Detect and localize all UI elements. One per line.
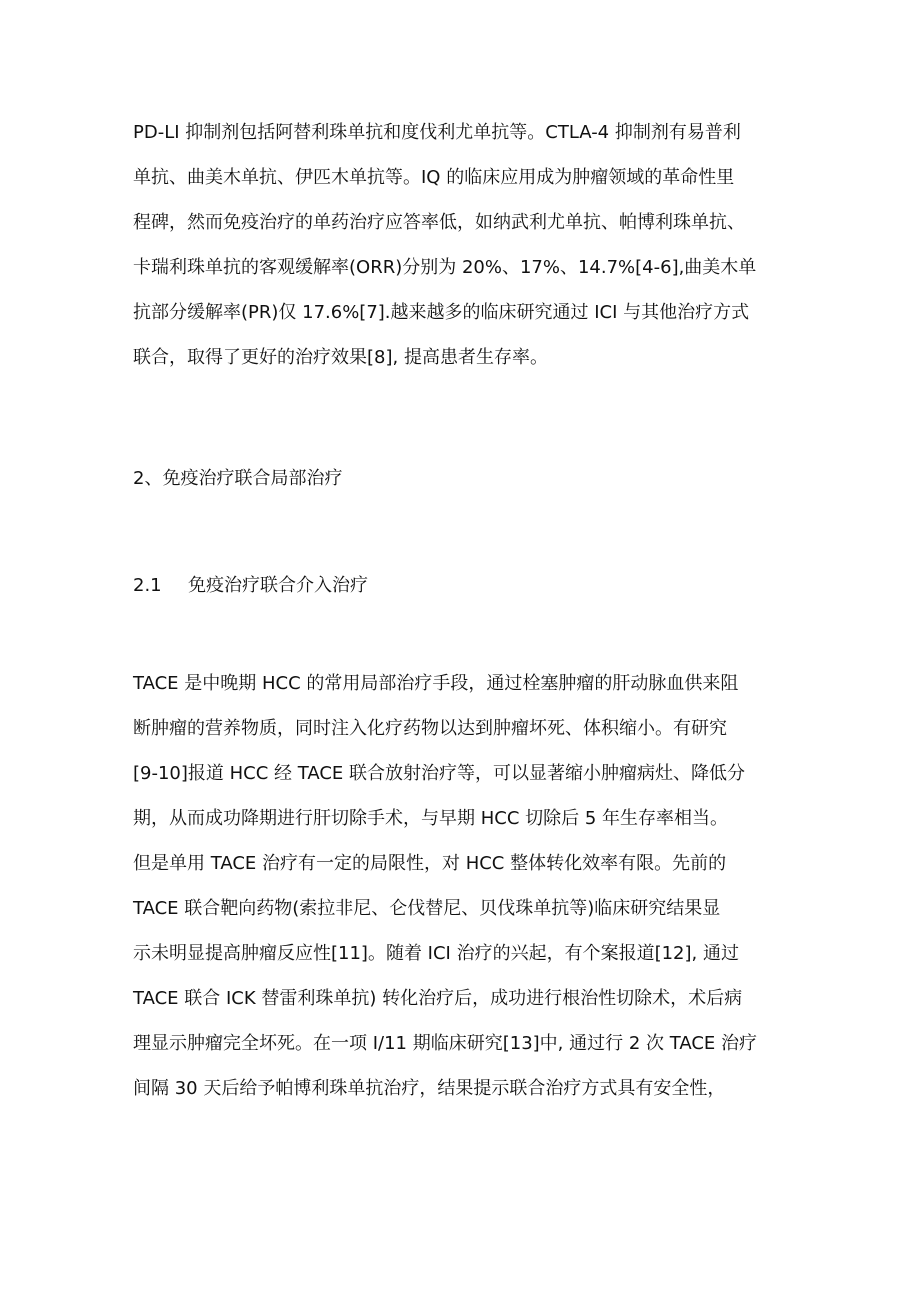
paragraph2-line-2: 断肿瘤的营养物质，同时注入化疗药物以达到肿瘤坏死、体积缩小。有研究 <box>133 718 727 739</box>
paragraph2-line-9: 理显示肿瘤完全坏死。在一项 I/11 期临床研究[13]中, 通过行 2 次 TACE 治疗 <box>133 1033 757 1054</box>
paragraph1-line-4: 卡瑞利珠单抗的客观缓解率(ORR)分别为 20%、17%、14.7%[4-6],曲美木单 <box>133 257 757 278</box>
section-2-1-number: 2.1 <box>133 575 162 596</box>
paragraph2-line-8: TACE 联合 ICK 替雷利珠单抗) 转化治疗后，成功进行根治性切除术，术后病 <box>133 988 743 1009</box>
paragraph2-line-6: TACE 联合靶向药物(索拉非尼、仑伐替尼、贝伐珠单抗等)临床研究结果显 <box>133 898 721 919</box>
paragraph2-line-7: 示未明显提高肿瘤反应性[11]。随着 ICI 治疗的兴起，有个案报道[12], 通过 <box>133 943 739 964</box>
paragraph1-line-3: 程碑，然而免疫治疗的单药治疗应答率低，如纳武利尤单抗、帕博利珠单抗、 <box>133 212 745 233</box>
paragraph2-line-4: 期，从而成功降期进行肝切除手术，与早期 HCC 切除后 5 年生存率相当。 <box>133 808 729 829</box>
paragraph2-line-1: TACE 是中晚期 HCC 的常用局部治疗手段，通过栓塞肿瘤的肝动脉血供来阻 <box>133 673 739 694</box>
paragraph1-line-2: 单抗、曲美木单抗、伊匹木单抗等。IQ 的临床应用成为肿瘤领域的革命性里 <box>133 167 735 188</box>
paragraph1-line-1: PD-LI 抑制剂包括阿替利珠单抗和度伐利尤单抗等。CTLA-4 抑制剂有易普利 <box>133 122 741 143</box>
paragraph1-line-6: 联合，取得了更好的治疗效果[8], 提高患者生存率。 <box>133 347 548 368</box>
paragraph2-line-3: [9-10]报道 HCC 经 TACE 联合放射治疗等，可以显著缩小肿瘤病灶、降低分 <box>133 763 745 784</box>
paragraph2-line-10: 间隔 30 天后给予帕博利珠单抗治疗，结果提示联合治疗方式具有安全性， <box>133 1078 726 1099</box>
paragraph2-line-5: 但是单用 TACE 治疗有一定的局限性，对 HCC 整体转化效率有限。先前的 <box>133 853 727 874</box>
section-2-1-title: 免疫治疗联合介入治疗 <box>188 575 368 596</box>
paragraph1-line-5: 抗部分缓解率(PR)仅 17.6%[7].越来越多的临床研究通过 ICI 与其他治疗方式 <box>133 302 750 323</box>
section-2-heading: 2、免疫治疗联合局部治疗 <box>133 468 343 489</box>
